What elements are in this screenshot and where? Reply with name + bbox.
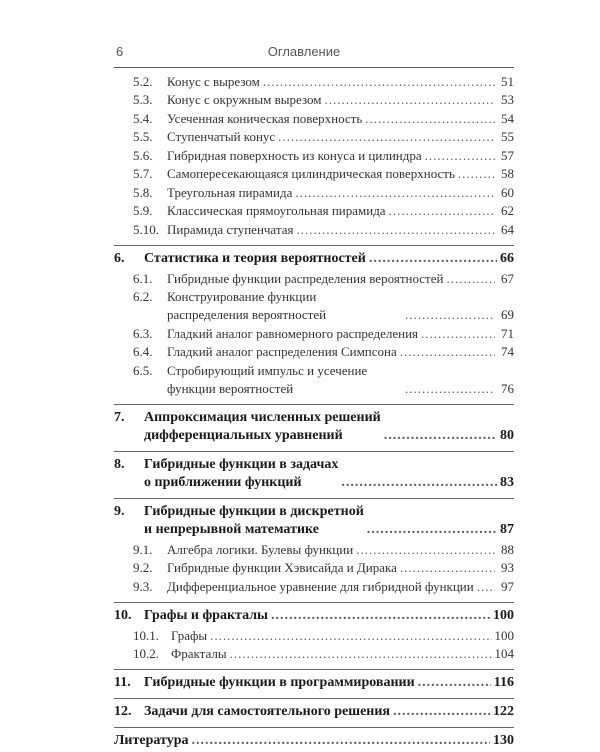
toc-entry-title — [167, 288, 402, 324]
toc-entry-6-2[interactable] — [114, 288, 514, 324]
leader-dots — [418, 674, 491, 692]
toc-entry-page: 67 — [501, 270, 514, 286]
leader-dots — [192, 732, 491, 750]
toc-entry-number: 10.1. — [133, 627, 159, 643]
toc-entry-page: 58 — [501, 166, 514, 181]
toc-entry-title-line-2: распределения вероятностей — [167, 307, 327, 322]
table-of-contents — [114, 72, 514, 752]
toc-entry-title: Пирамида ступенчатая — [167, 221, 294, 237]
toc-chapter-title: Задачи для самостоятельного решения — [144, 704, 390, 719]
toc-chapter-7[interactable] — [114, 409, 514, 445]
toc-entry-page: 88 — [501, 541, 514, 557]
chapter-divider — [114, 451, 514, 452]
toc-chapter-number: 10. — [114, 607, 132, 623]
leader-dots — [458, 165, 495, 183]
leader-dots — [405, 306, 495, 324]
toc-chapter-title — [144, 409, 381, 445]
toc-entry-page: 57 — [501, 147, 514, 163]
toc-entry-5-4[interactable] — [114, 110, 514, 128]
leader-dots — [230, 645, 492, 663]
toc-chapter-title: Статистика и теория вероятностей — [144, 250, 366, 266]
toc-entry-number: 5.7. — [133, 166, 153, 181]
leader-dots — [405, 380, 495, 398]
toc-chapter-page: 87 — [500, 521, 514, 537]
toc-entry-9-1[interactable] — [114, 541, 514, 559]
toc-entry-10-1[interactable] — [114, 627, 514, 645]
toc-entry-title: Самопересекающаяся цилиндрическая поверхность — [167, 166, 455, 181]
toc-chapter-page: 100 — [493, 607, 514, 623]
toc-entry-page: 53 — [501, 92, 514, 107]
toc-entry-title-line-2: функции вероятностей — [167, 380, 294, 396]
toc-entry-title: Алгебра логики. Булевы функции — [167, 541, 354, 557]
toc-chapter-title — [144, 503, 364, 539]
toc-entry-number: 5.6. — [133, 147, 153, 163]
toc-chapter-number: 7. — [114, 409, 125, 425]
toc-entry-6-1[interactable] — [114, 270, 514, 288]
toc-chapter-page: 116 — [493, 675, 514, 690]
toc-chapter-title — [144, 456, 338, 492]
toc-entry-number: 5.5. — [133, 129, 153, 144]
toc-entry-title — [167, 362, 402, 398]
toc-entry-10-2[interactable] — [114, 645, 514, 663]
toc-chapter-title-line-1: Аппроксимация численных решений — [144, 409, 381, 425]
toc-chapter-number: 12. — [114, 704, 132, 719]
toc-entry-5-6[interactable] — [114, 147, 514, 165]
toc-entry-title: Гибридные функции Хэвисайда и Дирака — [167, 560, 397, 575]
toc-entry-title: Графы — [171, 627, 208, 643]
toc-entry-5-2[interactable] — [114, 73, 514, 91]
toc-chapter-8[interactable] — [114, 456, 514, 492]
chapter-divider — [114, 245, 514, 246]
chapter-divider — [114, 698, 514, 699]
leader-dots — [369, 250, 497, 268]
toc-chapter-page: 66 — [500, 250, 514, 266]
toc-entry-number: 10.2. — [133, 646, 159, 661]
toc-chapter-title-line-2: о приближении функций — [144, 474, 302, 490]
toc-entry-page: 62 — [501, 203, 514, 218]
leader-dots — [271, 607, 490, 625]
toc-entry-page: 74 — [501, 344, 514, 359]
toc-entry-page: 100 — [494, 627, 514, 643]
toc-entry-6-3[interactable] — [114, 325, 514, 343]
toc-chapter-number: 9. — [114, 503, 125, 519]
toc-entry-number: 9.3. — [133, 578, 153, 594]
toc-entry-number: 6.1. — [133, 270, 153, 286]
leader-dots — [421, 325, 495, 343]
toc-chapter-number: 6. — [114, 250, 125, 266]
toc-entry-number: 5.2. — [133, 73, 153, 89]
toc-entry-title-line-1: Конструирование функции — [167, 289, 317, 304]
toc-entry-title: Дифференциальное уравнение для гибридной функции — [167, 578, 474, 594]
toc-entry-page: 54 — [501, 110, 514, 126]
chapter-divider — [114, 602, 514, 603]
toc-entry-9-2[interactable] — [114, 559, 514, 577]
toc-entry-title: Гладкий аналог равномерного распределения — [167, 325, 419, 341]
toc-entry-title-line-1: Стробирующий импульс и усечение — [167, 362, 368, 378]
toc-chapter-page: 122 — [493, 704, 514, 719]
leader-dots — [425, 147, 495, 165]
toc-entry-page: 97 — [501, 578, 514, 594]
toc-entry-number: 9.1. — [133, 541, 153, 557]
leader-dots — [365, 110, 495, 128]
leader-dots — [296, 221, 495, 239]
toc-chapter-title: Литература — [114, 733, 189, 748]
toc-chapter-title: Графы и фракталы — [144, 607, 268, 623]
toc-entry-number: 5.9. — [133, 203, 153, 218]
toc-chapter-page: 130 — [493, 733, 514, 748]
toc-chapter-title-line-2: дифференциальных уравнений — [144, 427, 343, 443]
toc-entry-number: 5.4. — [133, 110, 153, 126]
toc-entry-page: 71 — [501, 325, 514, 341]
toc-chapter-title: Гибридные функции в программировании — [144, 675, 415, 690]
toc-entry-page: 51 — [501, 73, 514, 89]
running-title: Оглавление — [267, 44, 341, 59]
toc-literature[interactable] — [114, 732, 514, 750]
leader-dots — [278, 128, 495, 146]
toc-entry-5-8[interactable] — [114, 184, 514, 202]
leader-dots — [295, 184, 495, 202]
toc-entry-number: 5.3. — [133, 92, 153, 107]
leader-dots — [341, 474, 497, 492]
toc-entry-title: Гибридная поверхность из конуса и цилиндра — [167, 147, 422, 163]
toc-chapter-page: 80 — [500, 427, 514, 443]
header-rule — [114, 67, 514, 68]
leader-dots — [263, 73, 495, 91]
leader-dots — [356, 541, 495, 559]
toc-entry-5-9[interactable] — [114, 202, 514, 220]
chapter-divider — [114, 498, 514, 499]
toc-entry-5-7[interactable] — [114, 165, 514, 183]
chapter-divider — [114, 404, 514, 405]
toc-chapter-number: 8. — [114, 456, 125, 472]
chapter-divider — [114, 669, 514, 670]
toc-entry-page: 60 — [501, 184, 514, 200]
leader-dots — [210, 627, 491, 645]
leader-dots — [400, 559, 495, 577]
toc-entry-number: 6.3. — [133, 325, 153, 341]
toc-chapter-title-line-1: Гибридные функции в задачах — [144, 456, 339, 472]
leader-dots — [389, 202, 495, 220]
toc-chapter-12[interactable] — [114, 703, 514, 721]
toc-entry-page: 93 — [501, 560, 514, 575]
toc-entry-title: Усеченная коническая поверхность — [167, 110, 363, 126]
leader-dots — [446, 270, 495, 288]
toc-entry-number: 6.4. — [133, 344, 153, 359]
chapter-divider — [114, 727, 514, 728]
toc-chapter-9[interactable] — [114, 503, 514, 539]
toc-entry-page: 64 — [501, 221, 514, 237]
toc-entry-title: Конус с вырезом — [167, 73, 260, 89]
toc-entry-5-5[interactable] — [114, 128, 514, 146]
toc-entry-title: Конус с окружным вырезом — [167, 92, 322, 107]
toc-entry-title: Ступенчатый конус — [167, 129, 276, 144]
page-number: 6 — [116, 44, 124, 59]
toc-entry-page: 55 — [501, 129, 514, 144]
toc-entry-number: 5.8. — [133, 184, 153, 200]
toc-chapter-6[interactable] — [114, 250, 514, 268]
toc-entry-title: Треугольная пирамида — [167, 184, 293, 200]
toc-chapter-10[interactable] — [114, 607, 514, 625]
toc-chapter-number: 11. — [114, 675, 131, 690]
toc-chapter-11[interactable] — [114, 674, 514, 692]
toc-entry-5-10[interactable] — [114, 221, 514, 239]
leader-dots — [393, 703, 490, 721]
page-header — [94, 40, 514, 62]
toc-entry-number: 6.5. — [133, 362, 153, 378]
leader-dots — [367, 521, 497, 539]
toc-entry-6-5[interactable] — [114, 362, 514, 398]
leader-dots — [384, 427, 497, 445]
toc-chapter-title-line-2: и непрерывной математике — [144, 521, 319, 537]
toc-chapter-title-line-1: Гибридные функции в дискретной — [144, 503, 364, 519]
toc-entry-6-4[interactable] — [114, 343, 514, 361]
toc-entry-page: 104 — [494, 646, 514, 661]
toc-entry-9-3[interactable] — [114, 578, 514, 596]
toc-entry-number: 5.10. — [133, 221, 159, 237]
toc-entry-title: Классическая прямоугольная пирамида — [167, 203, 386, 218]
leader-dots — [324, 91, 495, 109]
toc-entry-title: Гладкий аналог распределения Симпсона — [167, 344, 397, 359]
leader-dots — [477, 578, 495, 596]
toc-chapter-page: 83 — [500, 474, 514, 490]
toc-entry-number: 9.2. — [133, 560, 153, 575]
toc-entry-number: 6.2. — [133, 289, 153, 304]
toc-entry-title: Гибридные функции распределения вероятностей — [167, 270, 444, 286]
toc-entry-page: 76 — [501, 380, 514, 396]
toc-entry-title: Фракталы — [171, 646, 227, 661]
leader-dots — [400, 343, 495, 361]
toc-entry-5-3[interactable] — [114, 91, 514, 109]
toc-entry-page: 69 — [501, 307, 514, 322]
